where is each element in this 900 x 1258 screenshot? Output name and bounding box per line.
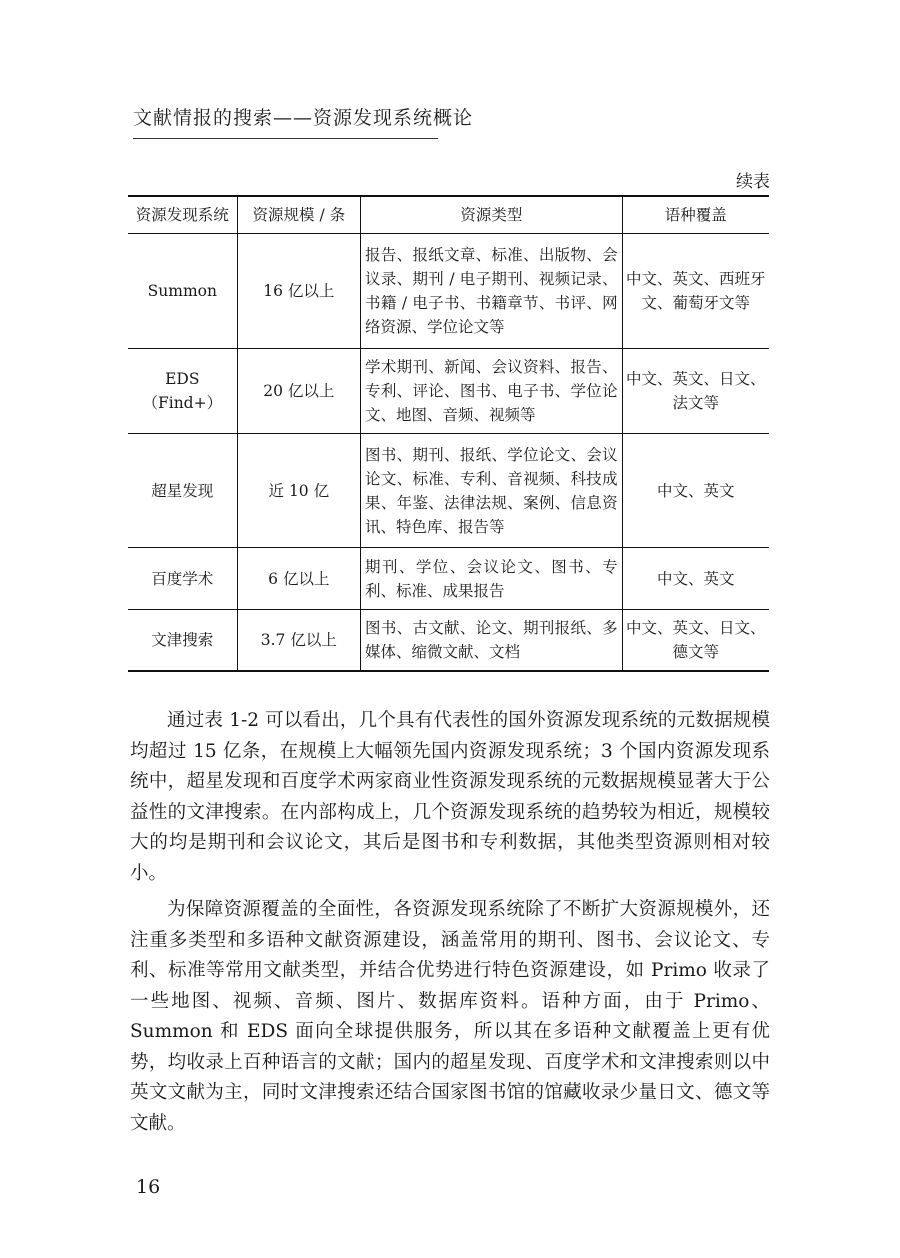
table-header-row xyxy=(128,196,769,234)
cell-types: 报告、报纸文章、标准、出版物、会议录、期刊 / 电子期刊、视频记录、书籍 / 电子书、书籍章节、书评、网络资源、学位论文等 xyxy=(361,234,623,349)
cell-system: 百度学术 xyxy=(151,569,214,588)
body-text xyxy=(130,706,770,1145)
column-header-types: 资源类型 xyxy=(361,196,623,234)
cell-scale: 3.7 亿以上 xyxy=(237,610,360,672)
resource-discovery-table xyxy=(128,195,769,672)
cell-types: 学术期刊、新闻、会议资料、报告、专利、评论、图书、电子书、学位论文、地图、音频、视频等 xyxy=(361,349,623,434)
cell-scale: 近 10 亿 xyxy=(237,434,360,548)
table-row xyxy=(128,610,769,672)
cell-scale: 6 亿以上 xyxy=(237,548,360,610)
cell-types: 图书、期刊、报纸、学位论文、会议论文、标准、专利、音视频、科技成果、年鉴、法律法规、案例、信息资讯、特色库、报告等 xyxy=(361,434,623,548)
cell-types: 图书、古文献、论文、期刊报纸、多媒体、缩微文献、文档 xyxy=(361,610,623,672)
table-row xyxy=(128,548,769,610)
cell-languages: 中文、英文、西班牙文、葡萄牙文等 xyxy=(622,234,769,349)
column-header-scale: 资源规模 / 条 xyxy=(237,196,360,234)
cell-languages: 中文、英文 xyxy=(622,548,769,610)
page-number: 16 xyxy=(136,1176,161,1198)
column-header-languages: 语种覆盖 xyxy=(622,196,769,234)
cell-languages: 中文、英文 xyxy=(622,434,769,548)
column-header-system: 资源发现系统 xyxy=(135,206,229,224)
paragraph-1: 通过表 1-2 可以看出，几个具有代表性的国外资源发现系统的元数据规模均超过 15 亿条，在规模上大幅领先国内资源发现系统；3 个国内资源发现系统中，超星发现和百度学术两家商业性资源发现系统的元数据规模显著大于公益性的文津搜索。在内部构成上，几个资源发现系统的趋势较为相近，规模较大的均是期刊和会议论文，其后是图书和专利数据，其他类型资源则相对较小。 xyxy=(130,710,770,884)
running-header: 文献情报的搜索——资源发现系统概论 xyxy=(133,107,474,129)
cell-system: Summon xyxy=(147,282,217,300)
header-rule xyxy=(133,138,438,139)
cell-types: 期刊、学位、会议论文、图书、专利、标准、成果报告 xyxy=(361,548,623,610)
cell-system: 超星发现 xyxy=(151,481,214,500)
paragraph-2: 为保障资源覆盖的全面性，各资源发现系统除了不断扩大资源规模外，还注重多类型和多语种文献资源建设，涵盖常用的期刊、图书、会议论文、专利、标准等常用文献类型，并结合优势进行特色资源建设，如 Primo 收录了一些地图、视频、音频、图片、数据库资料。语种方面，由于 Primo、Summon 和 EDS 面向全球提供服务，所以其在多语种文献覆盖上更有优势，均收录上百种语言的文献；国内的超星发现、百度学术和文津搜索则以中英文文献为主，同时文津搜索还结合国家图书馆的馆藏收录少量日文、德文等文献。 xyxy=(130,899,770,1134)
table-row xyxy=(128,234,769,349)
cell-system: EDS（Find+） xyxy=(142,370,223,412)
cell-system: 文津搜索 xyxy=(151,631,214,649)
table-continued-label: 续表 xyxy=(736,172,770,192)
table-row xyxy=(128,434,769,548)
cell-languages: 中文、英文、日文、德文等 xyxy=(622,610,769,672)
table-row xyxy=(128,349,769,434)
cell-languages: 中文、英文、日文、法文等 xyxy=(622,349,769,434)
cell-scale: 16 亿以上 xyxy=(237,234,360,349)
cell-scale: 20 亿以上 xyxy=(237,349,360,434)
